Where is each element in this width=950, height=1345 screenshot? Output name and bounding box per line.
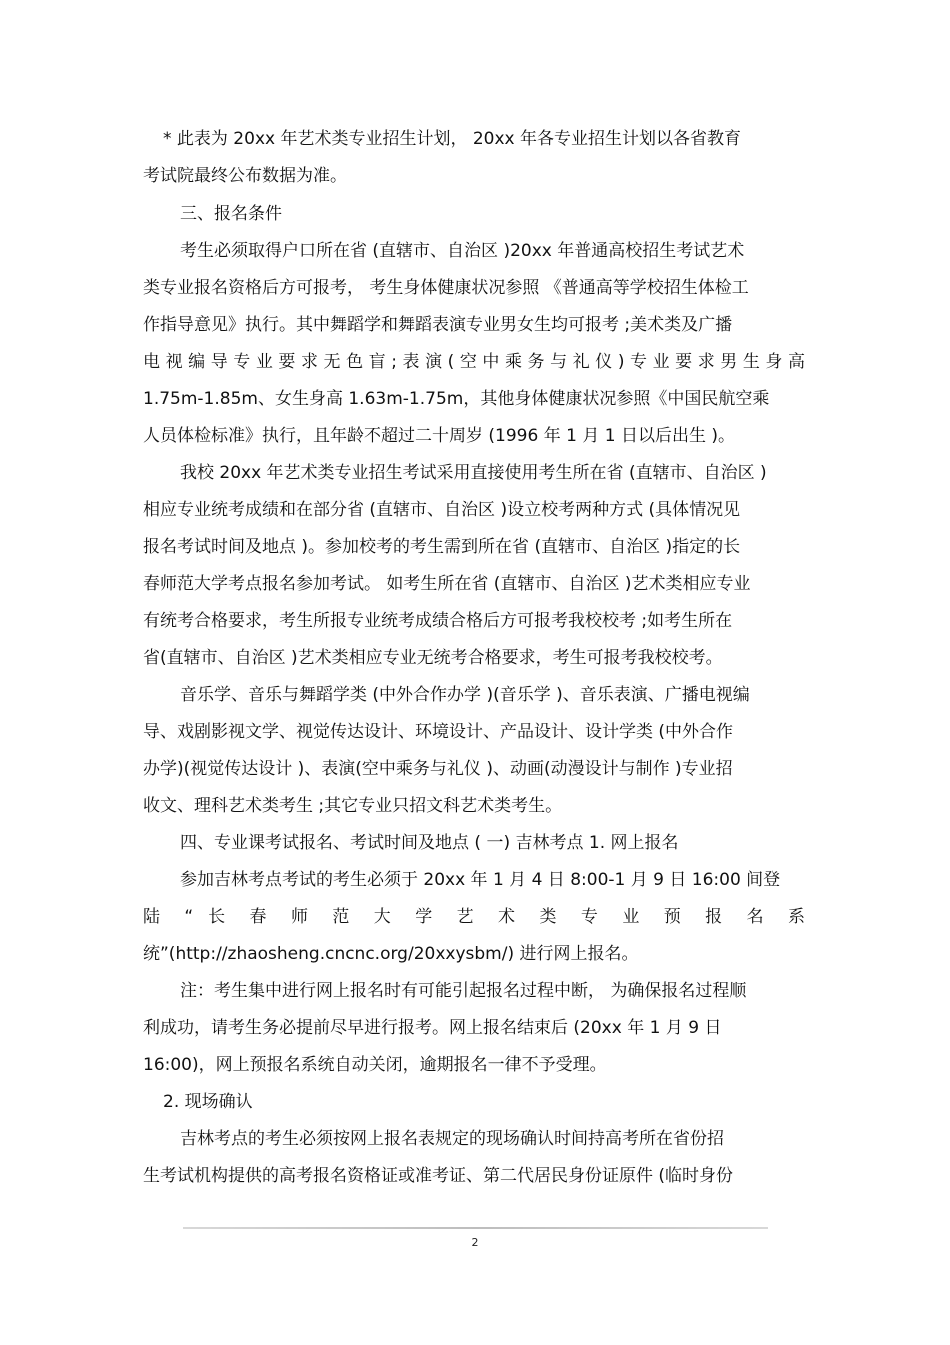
page-number: 2 xyxy=(471,1236,479,1249)
text-line: 春师范大学考点报名参加考试。 如考生所在省 (直辖市、自治区 )艺术类相应专业 xyxy=(143,574,751,594)
text-line: 办学)(视觉传达设计 )、表演(空中乘务与礼仪 )、动画(动漫设计与制作 )专业招 xyxy=(143,759,733,779)
footer-divider xyxy=(183,1227,768,1229)
text-line: 吉林考点的考生必须按网上报名表规定的现场确认时间持高考所在省份招 xyxy=(180,1129,724,1149)
text-line: 1.75m-1.85m、女生身高 1.63m-1.75m，其他身体健康状况参照《中国民航空乘 xyxy=(143,389,770,409)
text-line: 16:00)，网上预报名系统自动关闭，逾期报名一律不予受理。 xyxy=(143,1055,607,1075)
text-line: 收文、理科艺术类考生 ;其它专业只招文科艺术类考生。 xyxy=(143,796,563,816)
text-line: 相应专业统考成绩和在部分省 (直辖市、自治区 )设立校考两种方式 (具体情况见 xyxy=(143,500,741,520)
text-line: 有统考合格要求，考生所报专业统考成绩合格后方可报考我校校考 ;如考生所在 xyxy=(143,611,733,631)
text-line: 导、戏剧影视文学、视觉传达设计、环境设计、产品设计、设计学类 (中外合作 xyxy=(143,722,734,742)
text-line: 我校 20xx 年艺术类专业招生考试采用直接使用考生所在省 (直辖市、自治区 ) xyxy=(180,463,767,483)
text-line: 考生必须取得户口所在省 (直辖市、自治区 )20xx 年普通高校招生考试艺术 xyxy=(180,241,745,261)
text-line: 电视编导专业要求无色盲;表演(空中乘务与礼仪)专业要求男生身高 xyxy=(143,352,805,372)
text-line: * 此表为 20xx 年艺术类专业招生计划， 20xx 年各专业招生计划以各省教育 xyxy=(163,129,742,149)
section-heading: 2. 现场确认 xyxy=(163,1092,253,1112)
text-line: 报名考试时间及地点 )。参加校考的考生需到所在省 (直辖市、自治区 )指定的长 xyxy=(143,537,741,557)
text-line: 参加吉林考点考试的考生必须于 20xx 年 1 月 4 日 8:00-1 月 9 日 16:00 间登 xyxy=(180,870,781,890)
text-line: 利成功，请考生务必提前尽早进行报考。网上报名结束后 (20xx 年 1 月 9 日 xyxy=(143,1018,722,1038)
text-line: 考试院最终公布数据为准。 xyxy=(143,166,347,186)
text-line: 音乐学、音乐与舞蹈学类 (中外合作办学 )(音乐学 )、音乐表演、广播电视编 xyxy=(180,685,750,705)
text-line: 注：考生集中进行网上报名时有可能引起报名过程中断， 为确保报名过程顺 xyxy=(180,981,747,1001)
section-heading: 三、报名条件 xyxy=(180,204,282,224)
section-heading: 四、专业课考试报名、考试时间及地点 ( 一) 吉林考点 1. 网上报名 xyxy=(180,833,679,853)
text-line: 人员体检标准》执行，且年龄不超过二十周岁 (1996 年 1 月 1 日以后出生 )。 xyxy=(143,426,735,446)
text-line: 陆 “ 长 春 师 范 大 学 艺 术 类 专 业 预 报 名 系 xyxy=(143,907,805,927)
text-line: 生考试机构提供的高考报名资格证或准考证、第二代居民身份证原件 (临时身份 xyxy=(143,1166,734,1186)
text-line: 作指导意见》执行。其中舞蹈学和舞蹈表演专业男女生均可报考 ;美术类及广播 xyxy=(143,315,733,335)
text-line: 省(直辖市、自治区 )艺术类相应专业无统考合格要求，考生可报考我校校考。 xyxy=(143,648,723,668)
text-line: 统”(http://zhaosheng.cncnc.org/20xxysbm/) 进行网上报名。 xyxy=(143,944,639,964)
text-line: 类专业报名资格后方可报考， 考生身体健康状况参照 《普通高等学校招生体检工 xyxy=(143,278,749,298)
